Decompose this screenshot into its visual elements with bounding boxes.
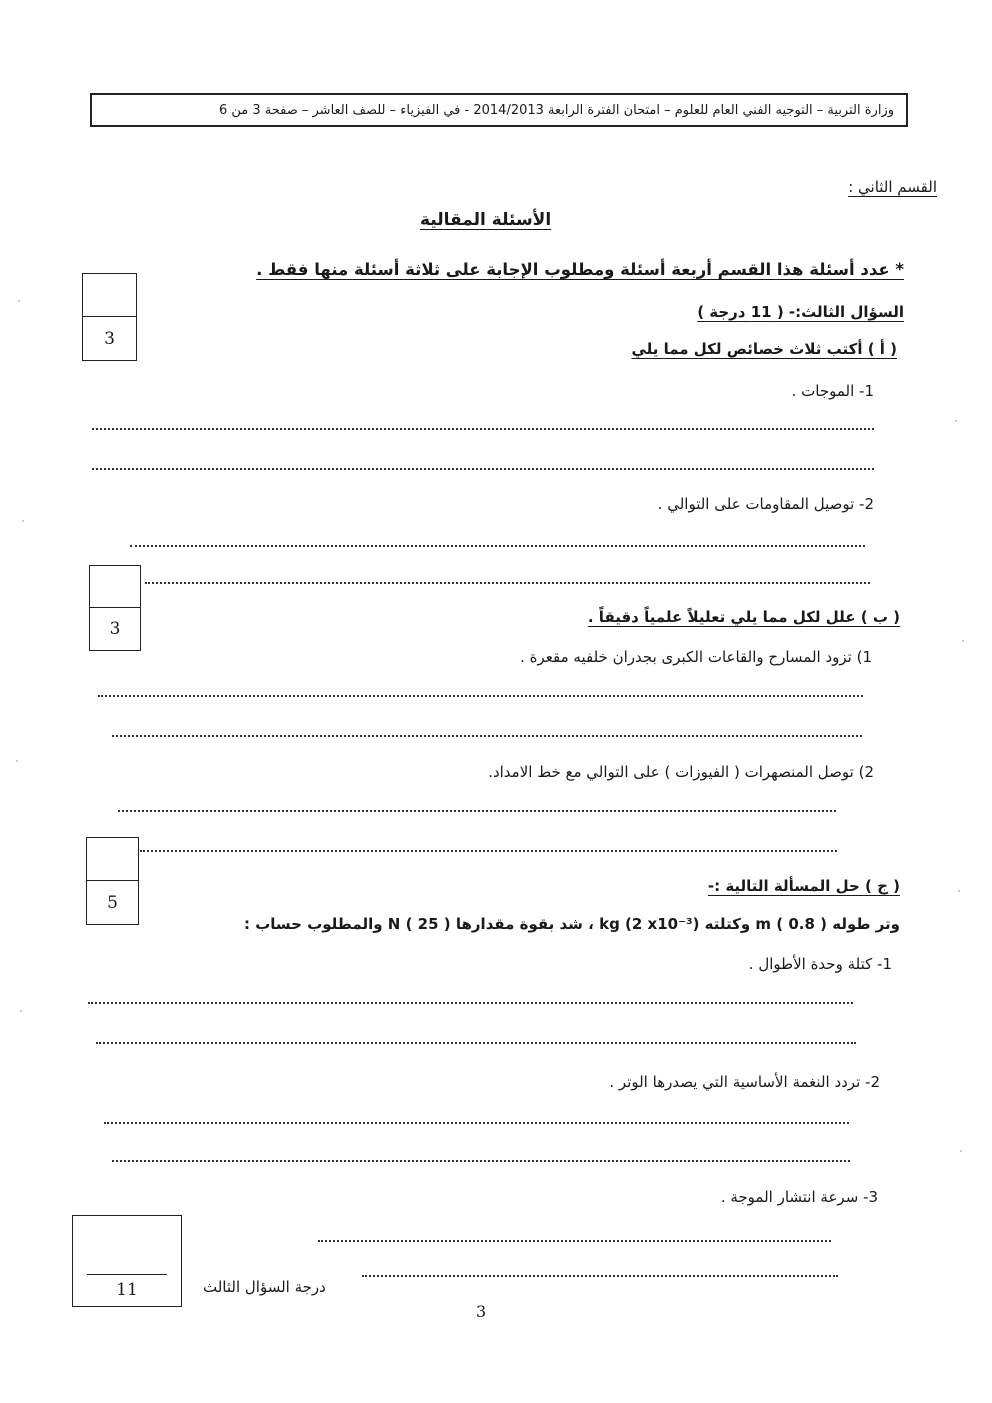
- score-part-c: 5: [107, 892, 118, 913]
- part-a-prompt: ( أ ) أكتب ثلاث خصائص لكل مما يلي: [631, 340, 897, 358]
- answer-line: [130, 545, 865, 547]
- score-part-a: 3: [104, 328, 115, 349]
- exam-header-text: وزارة التربية – التوجيه الفني العام للعلوم – امتحان الفترة الرابعة 2014/2013 - في الفيزياء – للصف العاشر – صفحة 3 من 6: [218, 102, 894, 118]
- answer-line: [318, 1240, 831, 1242]
- score-box-part-b: [89, 565, 141, 651]
- page-number: 3: [476, 1302, 487, 1321]
- answer-line: [104, 1122, 849, 1124]
- section-instruction: * عدد أسئلة هذا القسم أربعة أسئلة ومطلوب الإجابة على ثلاثة أسئلة منها فقط .: [256, 260, 904, 279]
- section-title: الأسئلة المقالية: [420, 210, 552, 230]
- part-c-item-2: 2- تردد النغمة الأساسية التي يصدرها الوتر .: [609, 1073, 880, 1091]
- part-b-item-2: 2) توصل المنصهرات ( الفيوزات ) على التوالي مع خط الامداد.: [488, 763, 874, 781]
- answer-line: [140, 850, 837, 852]
- total-label: درجة السؤال الثالث: [203, 1278, 326, 1296]
- part-c-statement: وتر طوله m ( 0.8 ) وكتلته kg (2 x10⁻³) ، شد بقوة مقدارها N ( 25 ) والمطلوب حساب :: [243, 915, 900, 933]
- question-title: السؤال الثالث:- ( 11 درجة ): [697, 303, 904, 321]
- part-c-item-1: 1- كتلة وحدة الأطوال .: [748, 955, 892, 973]
- answer-line: [112, 735, 862, 737]
- section-label: القسم الثاني :: [848, 178, 937, 196]
- part-c-item-3: 3- سرعة انتشار الموجة .: [720, 1188, 878, 1206]
- exam-header: [90, 93, 908, 127]
- answer-line: [96, 1042, 856, 1044]
- part-b-item-1: 1) تزود المسارح والقاعات الكبرى بجدران خلفيه مقعرة .: [520, 648, 872, 666]
- answer-line: [112, 1160, 850, 1162]
- answer-line: [145, 582, 870, 584]
- answer-line: [98, 695, 863, 697]
- score-box-part-a: [82, 273, 137, 361]
- part-a-item-2: 2- توصيل المقاومات على التوالي .: [657, 495, 874, 513]
- part-b-prompt: ( ب ) علل لكل مما يلي تعليلاً علمياً دقيقاً .: [587, 608, 900, 626]
- score-total: 11: [116, 1280, 138, 1300]
- answer-line: [92, 428, 874, 430]
- score-box-total: [72, 1215, 182, 1307]
- answer-line: [92, 468, 874, 470]
- part-c-prompt: ( ج ) حل المسألة التالية :-: [707, 877, 900, 895]
- part-a-item-1: 1- الموجات .: [791, 382, 874, 400]
- score-box-part-c: [86, 837, 139, 925]
- score-part-b: 3: [109, 619, 121, 639]
- answer-line: [362, 1275, 838, 1277]
- answer-line: [88, 1002, 853, 1004]
- answer-line: [118, 810, 836, 812]
